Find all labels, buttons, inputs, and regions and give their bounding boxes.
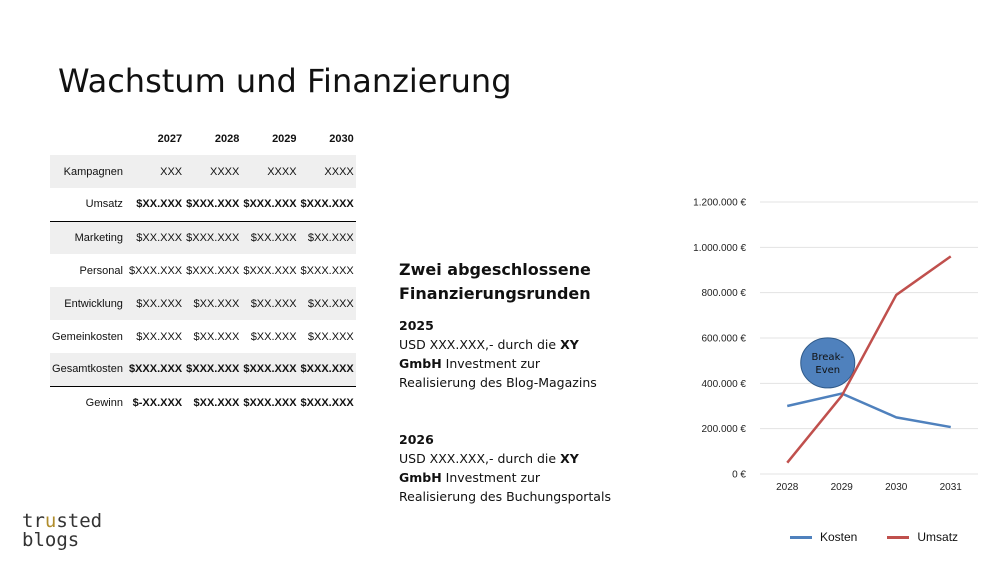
row-label: Umsatz [85, 198, 123, 211]
table-cell: $XX.XXX [136, 330, 183, 343]
series-line-kosten [787, 394, 951, 428]
x-tick-label: 2029 [830, 482, 853, 493]
table-cell: $XXX.XXX [243, 264, 297, 277]
funding-line [399, 335, 649, 354]
logo-line: blogs [22, 529, 80, 551]
table-cell: $XX.XXX [299, 221, 356, 254]
table-header-row [50, 122, 356, 155]
table-cell: $XXX.XXX [184, 221, 241, 254]
funding-heading-line: Zwei abgeschlossene [399, 260, 591, 279]
funding-year: 2026 [399, 432, 434, 447]
table-cell: $XXX.XXX [243, 198, 297, 211]
table-cell: $XXX.XXX [300, 264, 354, 277]
row-label: Marketing [50, 221, 127, 254]
funding-line [399, 354, 649, 373]
table-cell: XXX [127, 155, 184, 188]
legend-label: Umsatz [917, 530, 959, 544]
funding-year: 2025 [399, 318, 434, 333]
funding-bold-span: GmbH [399, 356, 442, 371]
table-row [50, 221, 356, 254]
table-header-cell [50, 122, 127, 155]
row-label: Personal [79, 264, 123, 277]
table-cell: $XX.XXX [136, 198, 183, 211]
y-tick-label: 0 € [732, 469, 746, 481]
chart-legend [790, 530, 958, 544]
table-cell: $XXX.XXX [127, 353, 184, 386]
table-cell: $XXX.XXX [186, 264, 240, 277]
table-header-cell: 2030 [329, 132, 354, 145]
x-tick-label: 2031 [939, 482, 962, 493]
table-cell: $XXX.XXX [241, 353, 298, 386]
table-cell: $XX.XXX [250, 330, 297, 343]
table-cell: $XXX.XXX [300, 198, 354, 211]
funding-round-2025 [399, 316, 649, 392]
funding-text-span: Investment zur [441, 470, 541, 485]
funding-bold-span: XY [560, 451, 579, 466]
funding-line [399, 449, 649, 468]
table-cell: $XX.XXX [184, 386, 241, 419]
table-row [50, 254, 356, 287]
y-tick-label: 600.000 € [701, 333, 746, 345]
table-cell: $XX.XXX [127, 287, 184, 320]
row-label: Gesamtkosten [50, 353, 127, 386]
table-header-cell: 2029 [272, 132, 297, 145]
line-chart [660, 190, 990, 500]
table-row [50, 320, 356, 353]
x-tick-label: 2028 [776, 482, 799, 493]
logo-text: tr [22, 510, 45, 532]
funding-text-span: USD XXX.XXX,- durch die [399, 451, 561, 466]
table-cell: XXXX [299, 155, 356, 188]
row-label: Gemeinkosten [52, 330, 123, 343]
funding-text [399, 258, 649, 544]
table-row [50, 386, 356, 419]
row-label: Gewinn [50, 386, 127, 419]
funding-round-2026 [399, 430, 649, 506]
legend-label: Kosten [820, 530, 858, 544]
funding-line [399, 468, 649, 487]
y-tick-label: 1.200.000 € [693, 197, 746, 209]
table-row [50, 188, 356, 221]
table-cell: $XXX.XXX [186, 198, 240, 211]
y-tick-label: 800.000 € [701, 288, 746, 300]
table-row [50, 287, 356, 320]
funding-text-span: Investment zur [441, 356, 541, 371]
funding-line: Realisierung des Blog-Magazins [399, 375, 597, 390]
logo-text: sted [56, 510, 103, 532]
table-cell: $XX.XXX [193, 330, 240, 343]
table-body [50, 155, 356, 419]
table-cell: $XXX.XXX [128, 264, 183, 277]
table-row [50, 155, 356, 188]
x-tick-label: 2030 [885, 482, 908, 493]
row-label: Entwicklung [50, 287, 127, 320]
logo-text: u [44, 510, 57, 532]
table-cell: $XXX.XXX [299, 386, 356, 419]
break-even-label: Even [815, 364, 841, 376]
table-cell: XXXX [241, 155, 298, 188]
funding-text-span: USD XXX.XXX,- durch die [399, 337, 561, 352]
table-cell: $XXX.XXX [184, 353, 241, 386]
financial-table [50, 122, 356, 419]
legend-swatch-umsatz [887, 536, 909, 539]
table-cell: $-XX.XXX [127, 386, 184, 419]
funding-line: Realisierung des Buchungsportals [399, 489, 611, 504]
table-cell: $XX.XXX [184, 287, 241, 320]
y-tick-label: 400.000 € [701, 378, 746, 390]
funding-bold-span: XY [560, 337, 579, 352]
logo [22, 512, 102, 550]
table-cell: $XX.XXX [307, 330, 354, 343]
table-cell: $XXX.XXX [299, 353, 356, 386]
funding-bold-span: GmbH [399, 470, 442, 485]
table-cell: XXXX [184, 155, 241, 188]
table-row [50, 353, 356, 386]
row-label: Kampagnen [50, 155, 127, 188]
table-cell: $XX.XXX [127, 221, 184, 254]
table-cell: $XXX.XXX [241, 386, 298, 419]
table-cell: $XX.XXX [241, 221, 298, 254]
y-tick-label: 1.000.000 € [693, 242, 746, 254]
table-cell: $XX.XXX [241, 287, 298, 320]
legend-swatch-kosten [790, 536, 812, 539]
table-header-cell: 2028 [214, 132, 240, 145]
funding-heading [399, 258, 649, 306]
y-tick-label: 200.000 € [701, 424, 746, 436]
table-header-cell: 2027 [157, 132, 183, 145]
page-title: Wachstum und Finanzierung [58, 62, 512, 100]
break-even-label: Break- [811, 351, 844, 363]
table-cell: $XX.XXX [299, 287, 356, 320]
funding-heading-line: Finanzierungsrunden [399, 284, 591, 303]
